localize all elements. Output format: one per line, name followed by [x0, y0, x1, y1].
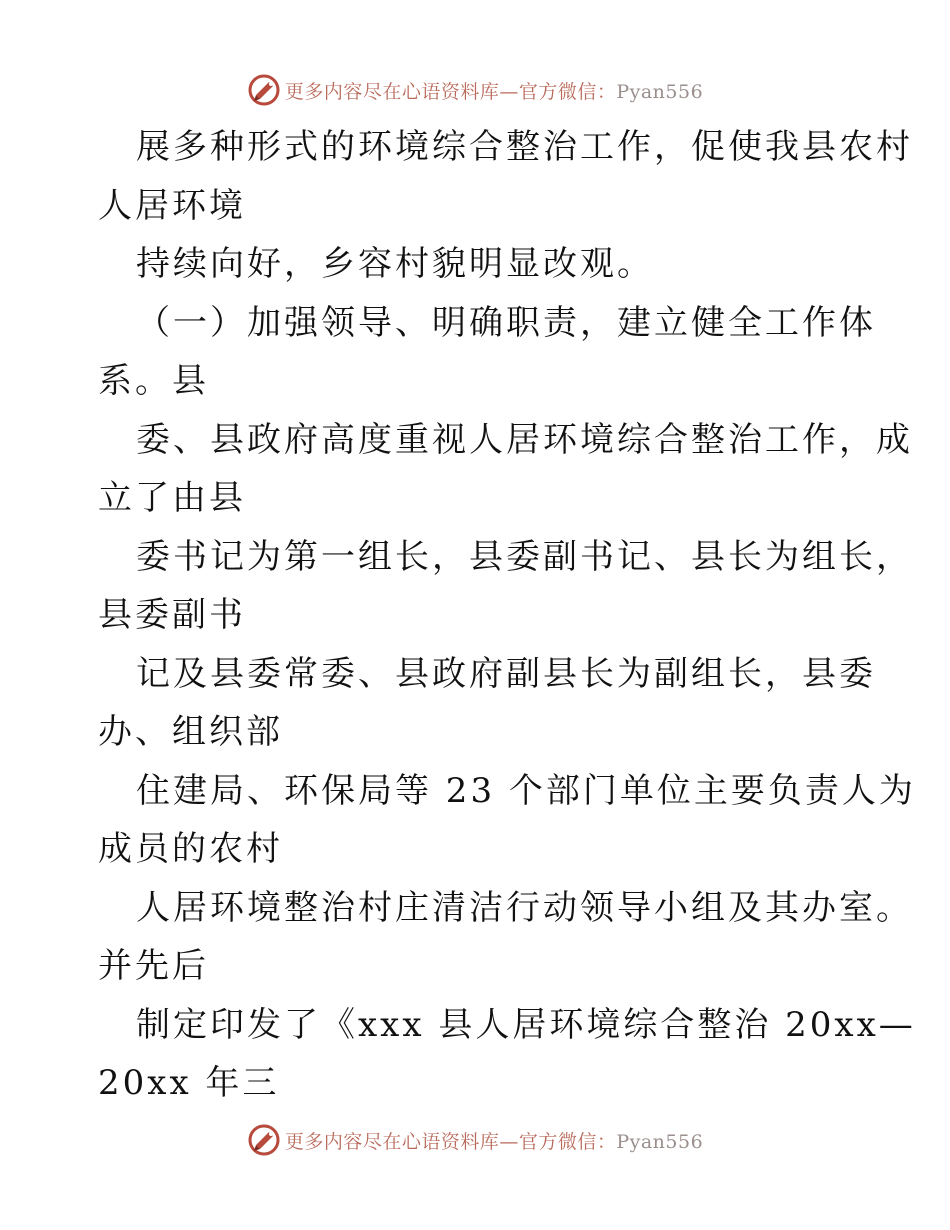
banner-wechat-id: Pyan556 [616, 80, 704, 103]
text-line: 办、组织部 [98, 712, 283, 752]
header-watermark-banner [0, 70, 950, 110]
text-line: 县委副书 [98, 595, 246, 635]
text-line: （一）加强领导、明确职责，建立健全工作体 [136, 302, 876, 343]
banner-text: 更多内容尽在心语资料库—官方微信： [284, 80, 617, 103]
document-body [98, 118, 916, 1113]
text-line: 持续向好，乡容村貌明显改观。 [136, 244, 654, 284]
text-line: 住建局、环保局等 23 个部门单位主要负责人为 [136, 770, 916, 811]
text-line: 委、县政府高度重视人居环境综合整治工作，成 [136, 419, 913, 460]
text-line: 委书记为第一组长，县委副书记、县长为组长， [136, 536, 913, 577]
banner-wechat-id: Pyan556 [616, 1130, 704, 1153]
text-line: 人居环境整治村庄清洁行动领导小组及其办室。 [136, 887, 913, 928]
text-line: 并先后 [98, 946, 209, 986]
banner-text: 更多内容尽在心语资料库—官方微信： [284, 1130, 617, 1153]
text-line: 制定印发了《xxx 县人居环境综合整治 20xx— [136, 1004, 916, 1045]
text-line: 展多种形式的环境综合整治工作，促使我县农村 [136, 127, 913, 167]
text-line: 成员的农村 [98, 829, 283, 869]
text-line: 系。县 [98, 361, 209, 401]
footer-watermark-banner [0, 1120, 950, 1160]
text-line: 立了由县 [98, 478, 246, 518]
pen-circle-logo-icon [247, 1123, 281, 1157]
text-line: 20xx 年三 [98, 1063, 280, 1103]
pen-circle-logo-icon [247, 73, 281, 107]
text-line: 人居环境 [98, 185, 246, 226]
text-line: 记及县委常委、县政府副县长为副组长，县委 [136, 653, 876, 694]
